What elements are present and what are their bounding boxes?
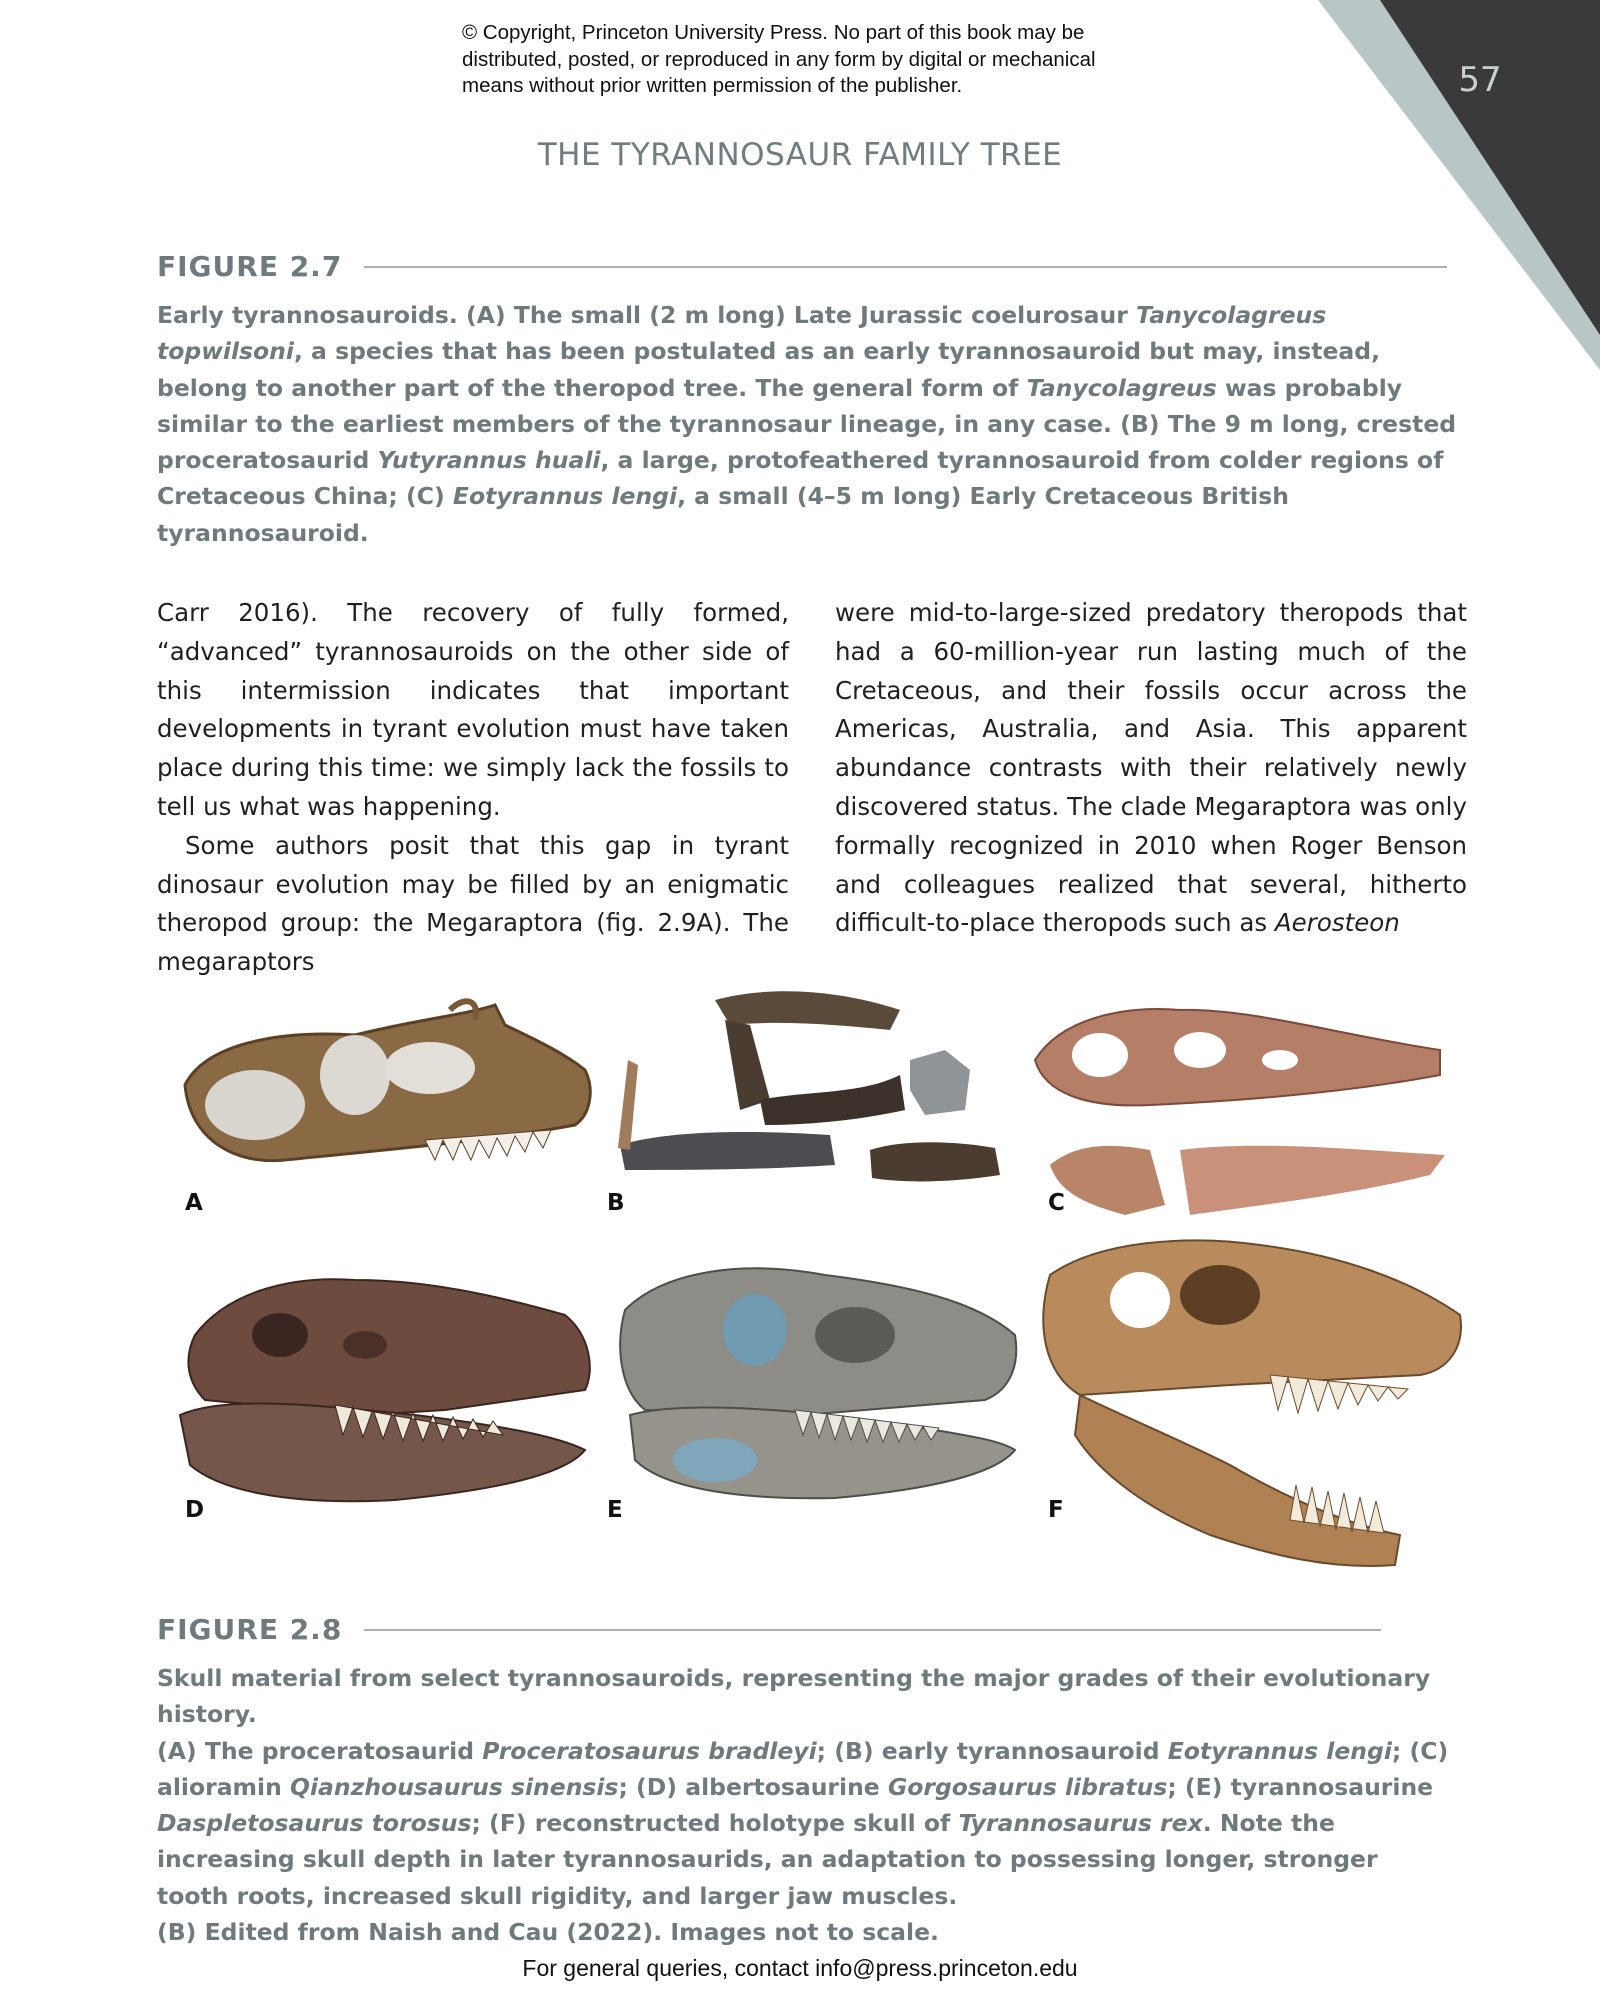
figure-rule — [364, 266, 1447, 268]
figure-2-7-heading — [157, 250, 1447, 283]
text-run: ; (F) reconstructed holotype skull of — [471, 1809, 959, 1838]
running-head: THE TYRANNOSAUR FAMILY TREE — [537, 137, 1063, 173]
copyright-line: © Copyright, Princeton University Press. No part of this book may be — [462, 21, 1085, 44]
plate-label-b: B — [607, 1190, 625, 1216]
figure-2-8-heading — [157, 1613, 1381, 1646]
text-run: , a large, protofeathered tyrannosauroid from colder regions of Cretaceous China; (C) — [157, 446, 1444, 511]
text-run: ; (D) albertosaurine — [618, 1772, 888, 1801]
italic-run: Aerosteon — [1274, 908, 1400, 938]
footer-contact: For general queries, contact info@press.princeton.edu — [522, 1955, 1078, 1981]
text-run: was probably similar to the earliest members of the tyrannosaur lineage, in any case. (B) The 9 m long, crested proceratosaurid — [157, 373, 1457, 475]
figure-2-8-caption — [157, 1660, 1457, 1950]
italic-run: Gorgosaurus libratus — [887, 1772, 1168, 1801]
text-run: , a small (4–5 m long) Early Cretaceous British tyrannosauroid. — [157, 482, 1289, 547]
body-column-left — [157, 594, 789, 982]
body-column-right — [835, 594, 1467, 943]
plate-label-c: C — [1048, 1190, 1065, 1216]
copyright-line: distributed, posted, or reproduced in any form by digital or mechanical — [462, 47, 1096, 71]
page-number: 57 — [1458, 60, 1502, 100]
italic-run: Tanycolagreus topwilsoni — [157, 301, 1327, 366]
text-run: . Note the increasing skull depth in later tyrannosaurids, an adaptation to possessing longer, stronger tooth roots, increased skull rigidity, and larger jaw muscles. — [157, 1809, 1378, 1910]
caption-text — [157, 297, 1457, 551]
italic-run: Proceratosaurus bradleyi — [482, 1736, 817, 1765]
plate-label-f: F — [1048, 1497, 1064, 1523]
text-run: ; (E) tyrannosaurine — [1167, 1772, 1434, 1801]
skull-image-a — [165, 990, 605, 1190]
figure-2-7-label: FIGURE 2.7 — [157, 250, 343, 283]
figure-2-7-caption — [157, 297, 1457, 551]
plate-label-d: D — [185, 1497, 205, 1523]
skull-image-f — [1020, 1235, 1470, 1605]
skull-image-e — [605, 1250, 1025, 1530]
plate-label-e: E — [607, 1497, 623, 1523]
figure-rule — [364, 1629, 1381, 1631]
body-paragraph — [835, 594, 1467, 943]
skull-image-c — [1030, 990, 1450, 1230]
italic-run: Eotyrannus lengi — [452, 482, 678, 511]
copyright-line: means without prior written permission of the publisher. — [462, 74, 963, 97]
text-run: , a species that has been postulated as an early tyrannosauroid but may, instead, belong to another part of the theropod tree. The general form of — [157, 337, 1381, 402]
italic-run: Qianzhousaurus sinensis — [290, 1772, 619, 1801]
skull-image-d — [165, 1265, 605, 1525]
caption-text — [157, 1733, 1457, 1914]
caption-text: (B) Edited from Naish and Cau (2022). Images not to scale. — [157, 1918, 939, 1947]
figure-2-8-label: FIGURE 2.8 — [157, 1613, 343, 1646]
italic-run: Daspletosaurus torosus — [157, 1809, 472, 1838]
italic-run: Tyrannosaurus rex — [958, 1809, 1203, 1838]
text-run: ; (B) early tyrannosauroid — [816, 1736, 1168, 1765]
italic-run: Tanycolagreus — [1026, 373, 1217, 402]
italic-run: Eotyrannus lengi — [1167, 1736, 1392, 1765]
body-paragraph: Some authors posit that this gap in tyrant dinosaur evolution may be filled by an enigmatic theropod group: the Megaraptora (fig. 2.9A). The megaraptors — [157, 830, 789, 977]
copyright-notice — [462, 20, 1182, 100]
text-run: ; (C) alioramin — [157, 1736, 1449, 1801]
text-run: (A) The proceratosaurid — [157, 1736, 483, 1765]
italic-run: Yutyrannus huali — [377, 446, 601, 475]
caption-text: Skull material from select tyrannosauroids, representing the major grades of their evolutionary history. — [157, 1664, 1431, 1729]
text-run: were mid-to-large-sized predatory theropods that had a 60-million-year run lasting much of the Cretaceous, and their fossils occur across the Americas, Australia, and Asia. This apparent abundance contrasts with their relatively newly discovered status. The clade Megaraptora was only formally recognized in 2010 when Roger Benson and colleagues realized that several, hitherto difficult-to-place theropods such as — [835, 598, 1467, 938]
skull-image-b — [600, 980, 1020, 1195]
text-run: Early tyrannosauroids. (A) The small (2 m long) Late Jurassic coelurosaur — [157, 301, 1137, 329]
plate-label-a: A — [185, 1190, 203, 1216]
body-paragraph: Carr 2016). The recovery of fully formed, “advanced” tyrannosauroids on the other side of this intermission indicates that important developments in tyrant evolution must have taken place during this time: we simply lack the fossils to tell us what was happening. — [157, 598, 789, 821]
